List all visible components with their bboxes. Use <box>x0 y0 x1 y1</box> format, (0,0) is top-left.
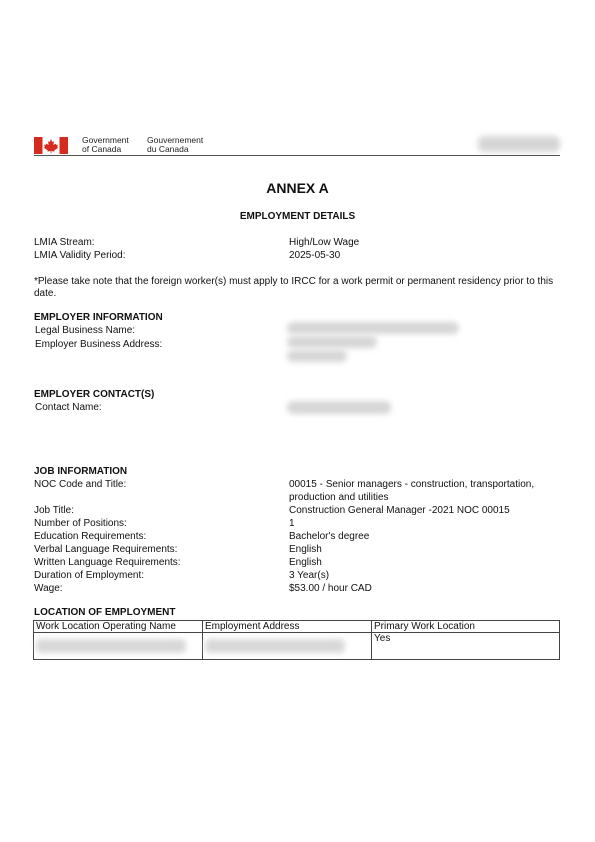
written-language-label: Written Language Requirements: <box>34 557 181 568</box>
education-label: Education Requirements: <box>34 531 147 542</box>
verbal-language-label: Verbal Language Requirements: <box>34 544 178 555</box>
government-of-canada-wordmark-fr <box>147 136 203 154</box>
redacted-address-line-2 <box>287 350 347 362</box>
redacted-operating-name <box>36 639 186 653</box>
lmia-validity-label: LMIA Validity Period: <box>34 250 126 261</box>
page-title: ANNEX A <box>266 180 329 196</box>
column-header-operating-name: Work Location Operating Name <box>34 621 203 633</box>
lmia-validity-value: 2025-05-30 <box>289 250 341 261</box>
redacted-business-name <box>287 322 459 334</box>
gov-fr-line1: Gouvernement <box>147 135 204 145</box>
column-header-employment-address: Employment Address <box>203 621 372 633</box>
employer-information-heading: EMPLOYER INFORMATION <box>34 312 163 323</box>
government-of-canada-wordmark-en <box>82 136 129 154</box>
verbal-language-value: English <box>289 544 322 555</box>
gov-en-line1: Government <box>82 135 129 145</box>
section-subtitle: EMPLOYMENT DETAILS <box>239 211 356 222</box>
written-language-value: English <box>289 557 322 568</box>
education-value: Bachelor's degree <box>289 531 370 542</box>
lmia-stream-value: High/Low Wage <box>289 237 360 248</box>
operating-name-cell <box>34 633 203 660</box>
lmia-stream-label: LMIA Stream: <box>34 237 95 248</box>
contact-name-label: Contact Name: <box>35 402 102 413</box>
redacted-contact-name <box>287 401 391 414</box>
positions-label: Number of Positions: <box>34 518 127 529</box>
employer-contacts-heading: EMPLOYER CONTACT(S) <box>34 389 155 400</box>
gov-fr-line2: du Canada <box>147 144 189 154</box>
canada-flag-logo <box>34 137 68 154</box>
gov-en-line2: of Canada <box>82 144 122 154</box>
validity-note: *Please take note that the foreign worker(s) must apply to IRCC for a work permit or permanent residency prior to this date. <box>34 276 554 299</box>
noc-value-line2: production and utilities <box>289 492 389 503</box>
location-table <box>33 620 560 660</box>
column-header-primary-location: Primary Work Location <box>372 621 560 633</box>
redacted-reference-number <box>478 136 560 152</box>
redacted-employment-address <box>205 639 345 653</box>
location-of-employment-heading: LOCATION OF EMPLOYMENT <box>34 607 176 618</box>
location-table-header-row <box>34 621 560 633</box>
header-divider <box>34 155 560 156</box>
primary-location-cell: Yes <box>372 633 560 660</box>
wage-value: $53.00 / hour CAD <box>289 583 372 594</box>
employer-address-label: Employer Business Address: <box>35 339 163 350</box>
redacted-address-line-1 <box>287 336 377 348</box>
duration-value: 3 Year(s) <box>289 570 330 581</box>
positions-value: 1 <box>289 518 295 529</box>
job-information-heading: JOB INFORMATION <box>34 466 128 477</box>
duration-label: Duration of Employment: <box>34 570 145 581</box>
legal-business-name-label: Legal Business Name: <box>35 325 136 336</box>
employment-address-cell <box>203 633 372 660</box>
job-title-label: Job Title: <box>34 505 75 516</box>
table-row <box>34 633 560 660</box>
noc-value-line1: 00015 - Senior managers - construction, transportation, <box>289 479 535 490</box>
noc-label: NOC Code and Title: <box>34 479 127 490</box>
job-title-value: Construction General Manager -2021 NOC 00015 <box>289 505 510 516</box>
wage-label: Wage: <box>34 583 63 594</box>
